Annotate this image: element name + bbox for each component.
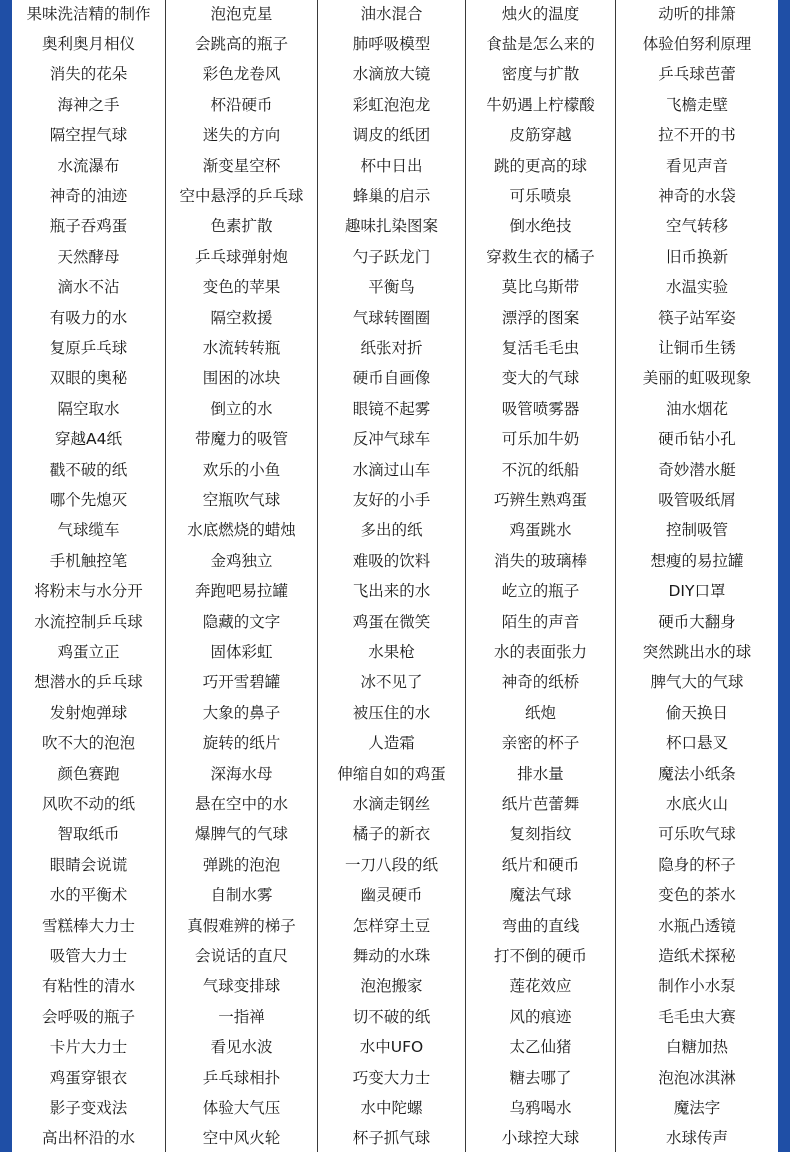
table-cell: 水中UFO <box>359 1038 424 1057</box>
table-cell: 手机触控笔 <box>49 551 128 570</box>
table-cell: 消失的花朵 <box>49 65 128 84</box>
table-cell: 水温实验 <box>665 278 728 297</box>
table-cell: 飞檐走壁 <box>665 95 728 114</box>
table-cell: 硬币钻小孔 <box>658 430 736 449</box>
table-cell: 果味洗洁精的制作 <box>26 4 151 23</box>
table-cell: 巧开雪碧罐 <box>202 673 281 692</box>
table-cell: 水流控制乒乓球 <box>34 612 143 631</box>
table-cell: 油水混合 <box>360 4 423 23</box>
table-cell: 滴水不沾 <box>57 278 120 297</box>
table-cell: 水的平衡术 <box>49 886 128 905</box>
table-cell: 纸片芭蕾舞 <box>501 794 580 813</box>
table-cell: 莫比乌斯带 <box>501 278 580 297</box>
table-cell: 硬币自画像 <box>352 369 431 388</box>
table-cell: 将粉末与水分开 <box>34 582 143 601</box>
table-cell: 色素扩散 <box>210 217 273 236</box>
table-cell: 空中悬浮的乒乓球 <box>179 186 304 205</box>
table-cell: 水流转转瓶 <box>202 338 281 357</box>
table-cell: 烛火的温度 <box>501 4 580 23</box>
table-cell: 神奇的油迹 <box>49 186 128 205</box>
table-cell: 筷子站军姿 <box>658 308 736 327</box>
table-cell: 亲密的杯子 <box>501 734 580 753</box>
table-cell: 水底火山 <box>665 794 728 813</box>
table-cell: 穿越A4纸 <box>55 430 122 449</box>
table-cell: 渐变星空杯 <box>202 156 281 175</box>
table-cell: 彩虹泡泡龙 <box>352 95 431 114</box>
table-cell: 弯曲的直线 <box>501 916 580 935</box>
table-column <box>12 0 166 1152</box>
table-cell: 乒乓球芭蕾 <box>658 65 736 84</box>
table-cell: 勺子跃龙门 <box>352 247 431 266</box>
table-cell: 乒乓球相扑 <box>202 1068 281 1087</box>
table-cell: 空气转移 <box>665 217 728 236</box>
table-cell: 纸炮 <box>524 703 556 722</box>
table-cell: 金鸡独立 <box>210 551 273 570</box>
table-cell: 深海水母 <box>210 764 273 783</box>
table-cell: 乒乓球弹射炮 <box>194 247 288 266</box>
table-cell: 鸡蛋在微笑 <box>352 612 431 631</box>
table-cell: DIY口罩 <box>668 582 726 601</box>
table-cell: 会呼吸的瓶子 <box>41 1007 135 1026</box>
table-cell: 气球缆车 <box>57 521 120 540</box>
table-cell: 牛奶遇上柠檬酸 <box>486 95 595 114</box>
table-cell: 杯中日出 <box>360 156 423 175</box>
table-cell: 鸡蛋跳水 <box>509 521 572 540</box>
left-border-strip <box>0 0 12 1152</box>
table-cell: 消失的玻璃棒 <box>493 551 587 570</box>
table-cell: 隐身的杯子 <box>658 855 736 874</box>
table-cell: 难吸的饮料 <box>352 551 431 570</box>
table-cell: 奔跑吧易拉罐 <box>194 582 288 601</box>
table-cell: 美丽的虹吸现象 <box>642 369 752 388</box>
table-cell: 伸缩自如的鸡蛋 <box>337 764 446 783</box>
table-cell: 排水量 <box>517 764 564 783</box>
table-cell: 泡泡克星 <box>210 4 273 23</box>
table-cell: 打不倒的硬币 <box>493 946 587 965</box>
table-cell: 奥利奥月相仪 <box>41 34 135 53</box>
table-cell: 制作小水泵 <box>658 977 736 996</box>
table-cell: 突然跳出水的球 <box>642 642 752 661</box>
table-cell: 水瓶凸透镜 <box>658 916 736 935</box>
table-cell: 人造霜 <box>368 734 415 753</box>
table-cell: 吸管喷雾器 <box>501 399 580 418</box>
table-cell: 吸管大力士 <box>49 946 128 965</box>
table-cell: 空中风火轮 <box>202 1129 281 1148</box>
table-cell: 看见水波 <box>210 1038 273 1057</box>
table-cell: 魔法字 <box>673 1098 721 1117</box>
table-cell: 泡泡冰淇淋 <box>658 1068 736 1087</box>
table-cell: 水球传声 <box>665 1129 728 1148</box>
table-cell: 旋转的纸片 <box>202 734 281 753</box>
table-cell: 欢乐的小鱼 <box>202 460 281 479</box>
table-cell: 风吹不动的纸 <box>41 794 135 813</box>
table-cell: 水果枪 <box>368 642 415 661</box>
table-cell: 穿救生衣的橘子 <box>486 247 595 266</box>
table-cell: 悬在空中的水 <box>194 794 288 813</box>
table-cell: 会说话的直尺 <box>194 946 288 965</box>
table-cell: 蜂巢的启示 <box>352 186 431 205</box>
table-cell: 高出杯沿的水 <box>41 1129 135 1148</box>
table-cell: 鸡蛋穿银衣 <box>49 1068 128 1087</box>
table-cell: 被压住的水 <box>352 703 431 722</box>
table-cell: 杯子抓气球 <box>352 1129 431 1148</box>
table-cell: 眼睛会说谎 <box>49 855 128 874</box>
table-cell: 橘子的新衣 <box>352 825 431 844</box>
table-cell: 空瓶吹气球 <box>202 490 281 509</box>
table-cell: 纸张对折 <box>360 338 423 357</box>
table-cell: 气球变排球 <box>202 977 281 996</box>
table-cell: 水滴走钢丝 <box>352 794 431 813</box>
table-cell: 自制水雾 <box>210 886 273 905</box>
table-column <box>616 0 778 1152</box>
table-cell: 哪个先熄灭 <box>49 490 128 509</box>
table-column <box>166 0 318 1152</box>
table-cell: 平衡鸟 <box>368 278 415 297</box>
table-cell: 水滴过山车 <box>352 460 431 479</box>
table-cell: 魔法气球 <box>509 886 572 905</box>
table-cell: 控制吸管 <box>665 521 728 540</box>
table-cell: 鸡蛋立正 <box>57 642 120 661</box>
table-cell: 杯口悬叉 <box>665 734 728 753</box>
table-cell: 漂浮的图案 <box>501 308 580 327</box>
table-cell: 水滴放大镜 <box>352 65 431 84</box>
table-cell: 影子变戏法 <box>49 1098 128 1117</box>
table-cell: 幽灵硬币 <box>360 886 423 905</box>
table-cell: 多出的纸 <box>360 521 423 540</box>
table-cell: 密度与扩散 <box>501 65 580 84</box>
table-cell: 可乐加牛奶 <box>501 430 580 449</box>
table-cell: 魔法小纸条 <box>658 764 736 783</box>
table-cell: 趣味扎染图案 <box>344 217 438 236</box>
table-cell: 气球转圈圈 <box>352 308 431 327</box>
table-cell: 造纸术探秘 <box>658 946 736 965</box>
table-cell: 隐藏的文字 <box>202 612 281 631</box>
table-cell: 水中陀螺 <box>360 1098 423 1117</box>
table-cell: 肺呼吸模型 <box>352 34 431 53</box>
table-cell: 泡泡搬家 <box>360 977 423 996</box>
table-cell: 智取纸币 <box>57 825 120 844</box>
table-cell: 想潜水的乒乓球 <box>34 673 143 692</box>
table-cell: 迷失的方向 <box>202 126 281 145</box>
table-cell: 屹立的瓶子 <box>501 582 580 601</box>
table-cell: 双眼的奥秘 <box>49 369 128 388</box>
table-cell: 巧变大力士 <box>352 1068 431 1087</box>
table-cell: 隔空取水 <box>57 399 120 418</box>
table-cell: 风的痕迹 <box>509 1007 572 1026</box>
table-cell: 硬币大翻身 <box>658 612 736 631</box>
table-cell: 弹跳的泡泡 <box>202 855 281 874</box>
table-cell: 水的表面张力 <box>493 642 587 661</box>
table-cell: 会跳高的瓶子 <box>194 34 288 53</box>
table-cell: 真假难辨的梯子 <box>187 916 296 935</box>
table-column <box>318 0 466 1152</box>
table-cell: 变色的苹果 <box>202 278 281 297</box>
table-cell: 有粘性的清水 <box>41 977 135 996</box>
table-cell: 可乐喷泉 <box>509 186 572 205</box>
table-cell: 一刀八段的纸 <box>344 855 438 874</box>
table-cell: 一指禅 <box>218 1007 265 1026</box>
table-cell: 复刻指纹 <box>509 825 572 844</box>
table-cell: 变色的茶水 <box>658 886 736 905</box>
table-cell: 食盐是怎么来的 <box>486 34 595 53</box>
table-cell: 杯沿硬币 <box>210 95 273 114</box>
table-cell: 雪糕棒大力士 <box>41 916 135 935</box>
table-cell: 发射炮弹球 <box>49 703 128 722</box>
table-cell: 飞出来的水 <box>352 582 431 601</box>
table-cell: 颜色赛跑 <box>57 764 120 783</box>
table-cell: 看见声音 <box>665 156 728 175</box>
table-cell: 动听的排箫 <box>658 4 736 23</box>
table-cell: 水底燃烧的蜡烛 <box>187 521 296 540</box>
table-cell: 陌生的声音 <box>501 612 580 631</box>
table-cell: 旧币换新 <box>665 247 728 266</box>
table-cell: 隔空捏气球 <box>49 126 128 145</box>
table-cell: 巧辨生熟鸡蛋 <box>493 490 587 509</box>
table-cell: 偷天换日 <box>665 703 728 722</box>
table-cell: 纸片和硬币 <box>501 855 580 874</box>
table-cell: 切不破的纸 <box>352 1007 431 1026</box>
table-cell: 可乐吹气球 <box>658 825 736 844</box>
table-cell: 怎样穿土豆 <box>352 916 431 935</box>
table-cell: 神奇的水袋 <box>658 186 736 205</box>
table-cell: 油水烟花 <box>665 399 728 418</box>
table-cell: 反冲气球车 <box>352 430 431 449</box>
right-border-strip <box>778 0 790 1152</box>
table-cell: 白糖加热 <box>665 1038 728 1057</box>
table-cell: 有吸力的水 <box>49 308 128 327</box>
table-cell: 隔空救援 <box>210 308 273 327</box>
table-cell: 小球控大球 <box>501 1129 580 1148</box>
table-cell: 友好的小手 <box>352 490 431 509</box>
table-cell: 卡片大力士 <box>49 1038 128 1057</box>
table-cell: 戳不破的纸 <box>49 460 128 479</box>
table-cell: 拉不开的书 <box>658 126 736 145</box>
table-cell: 复原乒乓球 <box>49 338 128 357</box>
table-cell: 让铜币生锈 <box>658 338 736 357</box>
table-cell: 跳的更高的球 <box>493 156 587 175</box>
table-cell: 天然酵母 <box>57 247 120 266</box>
table-cell: 体验大气压 <box>202 1098 281 1117</box>
table-cell: 复活毛毛虫 <box>501 338 580 357</box>
table-cell: 固体彩虹 <box>210 642 273 661</box>
table-cell: 眼镜不起雾 <box>352 399 431 418</box>
table-cell: 奇妙潜水艇 <box>658 460 736 479</box>
table-cell: 带魔力的吸管 <box>194 430 288 449</box>
table-cell: 变大的气球 <box>501 369 580 388</box>
table-cell: 瓶子吞鸡蛋 <box>49 217 128 236</box>
table-cell: 不沉的纸船 <box>501 460 580 479</box>
table-cell: 水流瀑布 <box>57 156 120 175</box>
table-cell: 舞动的水珠 <box>352 946 431 965</box>
table-cell: 体验伯努利原理 <box>642 34 752 53</box>
table-cell: 海神之手 <box>57 95 120 114</box>
table-cell: 皮筋穿越 <box>509 126 572 145</box>
table-cell: 太乙仙猪 <box>509 1038 572 1057</box>
table-cell: 彩色龙卷风 <box>202 65 281 84</box>
table-cell: 吸管吸纸屑 <box>658 490 736 509</box>
table-cell: 糖去哪了 <box>509 1068 572 1087</box>
table-cell: 冰不见了 <box>360 673 423 692</box>
table-column <box>466 0 616 1152</box>
table-cell: 吹不大的泡泡 <box>41 734 135 753</box>
table-cell: 大象的鼻子 <box>202 703 281 722</box>
experiment-table <box>12 0 778 1152</box>
table-cell: 脾气大的气球 <box>650 673 744 692</box>
table-cell: 想瘦的易拉罐 <box>650 551 744 570</box>
table-cell: 倒立的水 <box>210 399 273 418</box>
table-cell: 爆脾气的气球 <box>194 825 288 844</box>
table-cell: 莲花效应 <box>509 977 572 996</box>
table-cell: 毛毛虫大赛 <box>658 1007 736 1026</box>
table-cell: 神奇的纸桥 <box>501 673 580 692</box>
table-cell: 围困的冰块 <box>202 369 281 388</box>
table-cell: 调皮的纸团 <box>352 126 431 145</box>
table-cell: 倒水绝技 <box>509 217 572 236</box>
table-cell: 乌鸦喝水 <box>509 1098 572 1117</box>
